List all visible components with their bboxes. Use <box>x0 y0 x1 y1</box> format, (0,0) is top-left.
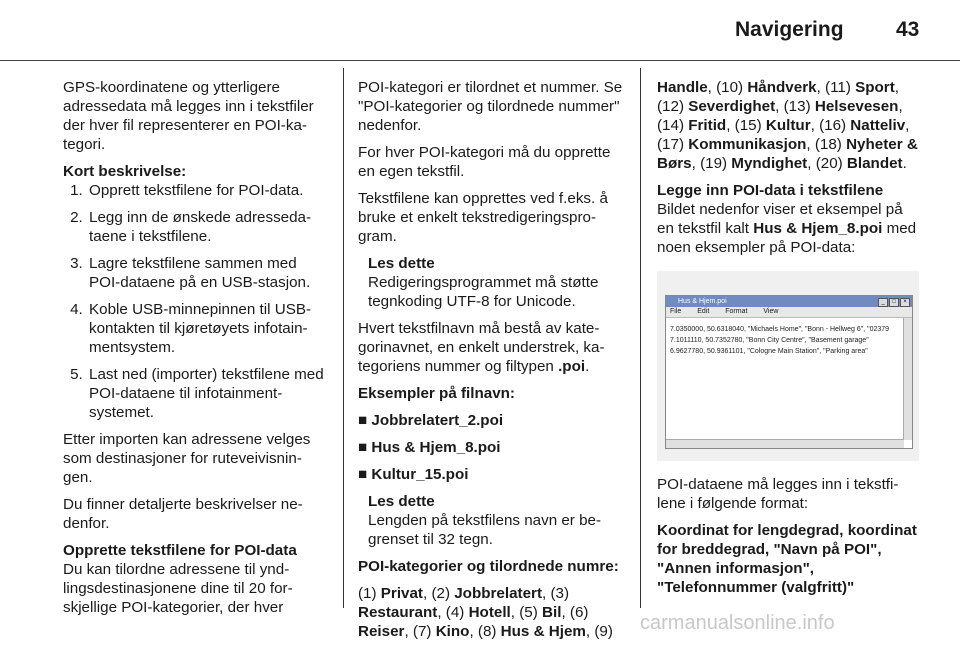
category-name: Handle <box>657 79 708 96</box>
category-number: (20) <box>815 155 847 172</box>
watermark-text: carmanualsonline.info <box>640 612 835 634</box>
menu-file: File <box>670 308 682 315</box>
window-menubar <box>666 307 912 318</box>
category-name: Blandet <box>846 155 903 172</box>
category-name: Hotell <box>468 604 511 621</box>
category-number: (4) <box>445 604 469 621</box>
category-number: (2) <box>431 585 455 602</box>
category-separator: , <box>691 155 701 172</box>
category-name: Reiser <box>358 623 405 640</box>
menu-view: View <box>763 308 779 315</box>
minimize-icon: _ <box>878 298 888 307</box>
example-filename: ■ Kultur_15.poi <box>358 466 469 483</box>
format-line: "Telefonnummer (valgfritt)" <box>657 579 855 596</box>
note-text: Redigeringsprogrammet må støtte tegnkoding UTF-8 for Unicode. <box>368 274 599 310</box>
note-heading: Les dette <box>368 255 435 272</box>
category-number: (3) <box>550 585 570 602</box>
file-content <box>666 318 912 357</box>
column-1 <box>63 78 331 625</box>
separate-file-paragraph: For hver POI-kategori må du opprette en egen tekstfil. <box>358 144 611 180</box>
create-files-paragraph: Du kan tilordne adressene til ynd-lingsdestinasjonene dine til 20 for-skjellige POI-kategorier, der hver <box>63 561 293 616</box>
menu-format: Format <box>725 308 748 315</box>
note-heading: Les dette <box>368 493 435 510</box>
column-2 <box>358 78 626 649</box>
summary-heading: Kort beskrivelse: <box>63 163 187 180</box>
summary-steps <box>63 181 331 422</box>
category-number: (19) <box>700 155 732 172</box>
intro-paragraph: GPS-koordinatene og ytterligere adressedata må legges inn i tekstfiler der hver fil representerer en POI-ka-tegori. <box>63 79 314 153</box>
note-text: Lengden på tekstfilens navn er be-grenset til 32 tegn. <box>368 512 602 548</box>
details-paragraph: Du finner detaljerte beskrivelser ne-denfor. <box>63 496 303 532</box>
category-name: Håndverk <box>747 79 817 96</box>
category-number: (16) <box>819 117 851 134</box>
file-extension: .poi <box>558 358 586 375</box>
category-separator: , <box>404 623 413 640</box>
format-intro-paragraph: POI-dataene må legges inn i tekstfi-lene i følgende format: <box>657 476 899 512</box>
step-item: 3. Lagre tekstfilene sammen med POI-dataene på en USB-stasjon. <box>87 254 331 292</box>
category-name: Fritid <box>688 117 727 134</box>
page-header-title: Navigering <box>735 18 844 41</box>
horizontal-scrollbar <box>666 439 904 448</box>
category-number: (15) <box>734 117 766 134</box>
category-list-part2 <box>657 78 922 173</box>
example-filename: ■ Hus & Hjem_8.poi <box>358 439 501 456</box>
example-filename: ■ Jobbrelatert_2.poi <box>358 412 504 429</box>
category-number: (13) <box>783 98 815 115</box>
category-name: Nyheter & Børs <box>657 136 918 172</box>
category-number: (6) <box>569 604 589 621</box>
text-file-screenshot <box>657 271 919 461</box>
column-3 <box>657 78 922 597</box>
format-line: Koordinat for lengdegrad, koordinat for breddegrad, "Navn på POI", <box>657 522 917 558</box>
category-separator: , <box>807 155 816 172</box>
category-name: Privat <box>380 585 423 602</box>
category-separator: , <box>542 585 551 602</box>
category-name: Helsevesen <box>814 98 899 115</box>
category-separator: , <box>437 604 446 621</box>
category-number: (17) <box>657 136 689 153</box>
category-separator: , <box>561 604 570 621</box>
category-name: Restaurant <box>358 604 438 621</box>
category-name: Natteliv <box>850 117 906 134</box>
vertical-scrollbar <box>903 318 912 440</box>
example-file-name: Hus & Hjem_8.poi <box>753 220 883 237</box>
note-filename-length <box>368 492 626 549</box>
filename-rule-end: . <box>585 358 590 375</box>
poi-line: 6.9627780, 50.9361101, "Cologne Main Station", "Parking area" <box>670 348 868 355</box>
column-divider <box>343 68 344 608</box>
category-separator: , <box>905 117 910 134</box>
enter-data-text-end: med noen eksempler på POI-data: <box>657 220 917 256</box>
category-name: Bil <box>542 604 562 621</box>
step-item: 1. Opprett tekstfilene for POI-data. <box>87 181 331 200</box>
category-name: Severdighet <box>688 98 776 115</box>
category-name: Hus & Hjem <box>500 623 586 640</box>
menu-edit: Edit <box>697 308 710 315</box>
filename-rule-paragraph <box>358 319 626 376</box>
category-number: (9) <box>594 623 613 640</box>
category-list-part1 <box>358 584 626 641</box>
category-separator: , <box>806 136 815 153</box>
category-number-paragraph: POI-kategori er tilordnet et nummer. Se "POI-kategorier og tilordnede nummer" nedenfor. <box>358 79 623 134</box>
category-separator: , <box>816 79 826 96</box>
category-number: (8) <box>477 623 501 640</box>
category-separator: , <box>423 585 432 602</box>
category-name: Sport <box>855 79 895 96</box>
create-files-heading: Opprette tekstfilene for POI-data <box>63 542 297 559</box>
category-name: Myndighet <box>731 155 808 172</box>
category-separator: , <box>585 623 595 640</box>
note-utf8 <box>368 254 626 311</box>
category-separator: , <box>898 98 903 115</box>
step-item: 5. Last ned (importer) tekstfilene med POI-dataene til infotainment-systemet. <box>87 365 331 422</box>
editor-paragraph: Tekstfilene kan opprettes ved f.eks. å bruke et enkelt tekstredigeringspro-gram. <box>358 190 608 245</box>
category-separator: , <box>810 117 820 134</box>
category-separator: , <box>469 623 478 640</box>
category-number: (10) <box>716 79 748 96</box>
column-divider <box>640 68 641 608</box>
category-number: (14) <box>657 117 689 134</box>
category-separator: . <box>902 155 907 172</box>
enter-data-heading: Legge inn POI-data i tekstfilene <box>657 182 884 199</box>
category-number: (18) <box>814 136 847 153</box>
format-line: "Annen informasjon", <box>657 560 814 577</box>
category-name: Jobbrelatert <box>454 585 543 602</box>
category-number: (5) <box>519 604 543 621</box>
window-titlebar <box>666 296 912 307</box>
category-number: (12) <box>657 98 689 115</box>
close-icon: × <box>900 298 910 307</box>
notepad-window <box>665 295 913 449</box>
enter-data-paragraph <box>657 200 922 257</box>
category-name: Kino <box>435 623 470 640</box>
category-name: Kommunikasjon <box>688 136 807 153</box>
poi-line: 7.1011110, 50.7352780, "Bonn City Centre", "Basement garage" <box>670 337 869 344</box>
step-item: 2. Legg inn de ønskede adresseda-taene i tekstfilene. <box>87 208 331 246</box>
after-import-paragraph: Etter importen kan adressene velges som destinasjoner for ruteveivisnin-gen. <box>63 431 311 486</box>
category-separator: , <box>894 79 900 96</box>
category-separator: , <box>707 79 717 96</box>
category-separator: , <box>775 98 784 115</box>
maximize-icon: □ <box>889 298 899 307</box>
page-number: 43 <box>896 18 920 41</box>
category-number: (11) <box>825 79 856 96</box>
categories-heading: POI-kategorier og tilordnede numre: <box>358 558 619 575</box>
header-rule <box>0 60 960 61</box>
examples-heading: Eksempler på filnavn: <box>358 385 515 402</box>
category-number: (1) <box>358 585 381 602</box>
window-title: Hus & Hjem.poi <box>678 298 727 305</box>
category-separator: , <box>510 604 520 621</box>
step-item: 4. Koble USB-minnepinnen til USB-kontakten til kjøretøyets infotain-mentsystem. <box>87 300 331 357</box>
category-name: Kultur <box>765 117 811 134</box>
enter-data-text: Bildet nedenfor viser et eksempel på en tekstfil kalt <box>657 201 903 237</box>
poi-line: 7.0350000, 50.6318040, "Michaels Home", "Bonn - Hellweg 6", "02379 <box>670 326 890 333</box>
category-separator: , <box>726 117 735 134</box>
filename-rule-text: Hvert tekstfilnavn må bestå av kate-gorinavnet, en enkelt understrek, ka-tegoriens nummer og filtypen <box>358 320 605 375</box>
category-number: (7) <box>412 623 436 640</box>
